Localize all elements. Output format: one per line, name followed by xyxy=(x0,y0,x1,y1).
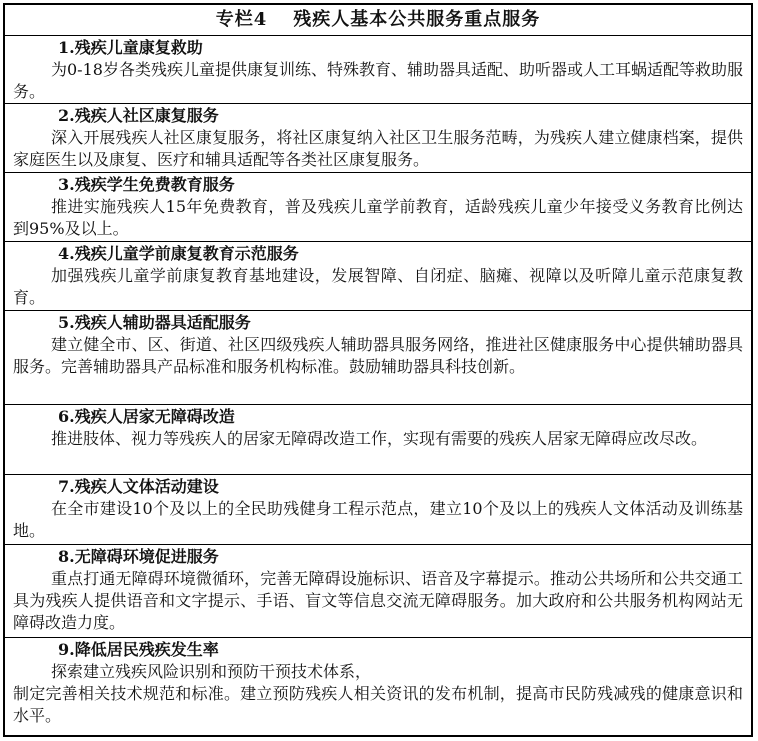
service-item-8 xyxy=(5,545,751,638)
item-text: 为0-18岁各类残疾儿童提供康复训练、特殊教育、辅助器具适配、助听器或人工耳蜗适配等救助服务。 xyxy=(13,60,743,101)
item-text: 推进实施残疾人15年免费教育，普及残疾儿童学前教育，适龄残疾儿童少年接受义务教育比例达到95%及以上。 xyxy=(13,197,743,238)
service-item-9 xyxy=(5,638,751,738)
item-text: 加强残疾儿童学前康复教育基地建设，发展智障、自闭症、脑瘫、视障以及听障儿童示范康复教育。 xyxy=(13,266,743,307)
item-heading: 6.残疾人居家无障碍改造 xyxy=(58,407,235,426)
service-item-6 xyxy=(5,405,751,475)
item-text: 深入开展残疾人社区康复服务，将社区康复纳入社区卫生服务范畴，为残疾人建立健康档案，提供家庭医生以及康复、医疗和辅具适配等各类社区康复服务。 xyxy=(13,128,743,169)
item-heading: 7.残疾人文体活动建设 xyxy=(58,477,219,496)
panel-label: 专栏4 xyxy=(215,9,268,30)
service-item-3 xyxy=(5,173,751,242)
item-heading: 2.残疾人社区康复服务 xyxy=(58,106,219,125)
service-item-7 xyxy=(5,475,751,545)
item-heading: 9.降低居民残疾发生率 xyxy=(58,640,219,659)
panel-title xyxy=(5,5,751,36)
panel-title-text: 残疾人基本公共服务重点服务 xyxy=(293,9,541,30)
item-text-line2: 制定完善相关技术规范和标准。建立预防残疾人相关资讯的发布机制，提高市民防残减残的健康意识和水平。 xyxy=(13,684,743,725)
item-heading: 3.残疾学生免费教育服务 xyxy=(58,175,235,194)
item-heading: 4.残疾儿童学前康复教育示范服务 xyxy=(58,244,299,263)
service-item-1 xyxy=(5,36,751,104)
item-text: 重点打通无障碍环境微循环，完善无障碍设施标识、语音及字幕提示。推动公共场所和公共交通工具为残疾人提供语音和文字提示、手语、盲文等信息交流无障碍服务。加大政府和公共服务机构网站无障碍改造力度。 xyxy=(13,569,743,632)
service-panel xyxy=(3,3,753,737)
item-text-line1: 探索建立残疾风险识别和预防干预技术体系， xyxy=(51,662,372,681)
service-item-4 xyxy=(5,242,751,311)
item-text: 建立健全市、区、街道、社区四级残疾人辅助器具服务网络，推进社区健康服务中心提供辅助器具服务。完善辅助器具产品标准和服务机构标准。鼓励辅助器具科技创新。 xyxy=(13,335,743,376)
item-heading: 5.残疾人辅助器具适配服务 xyxy=(58,313,251,332)
item-text: 推进肢体、视力等残疾人的居家无障碍改造工作，实现有需要的残疾人居家无障碍应改尽改。 xyxy=(51,429,708,448)
service-item-2 xyxy=(5,104,751,173)
item-heading: 8.无障碍环境促进服务 xyxy=(58,547,219,566)
item-heading: 1.残疾儿童康复救助 xyxy=(58,38,203,57)
service-item-5 xyxy=(5,311,751,405)
item-text: 在全市建设10个及以上的全民助残健身工程示范点，建立10个及以上的残疾人文体活动及训练基地。 xyxy=(13,499,743,540)
